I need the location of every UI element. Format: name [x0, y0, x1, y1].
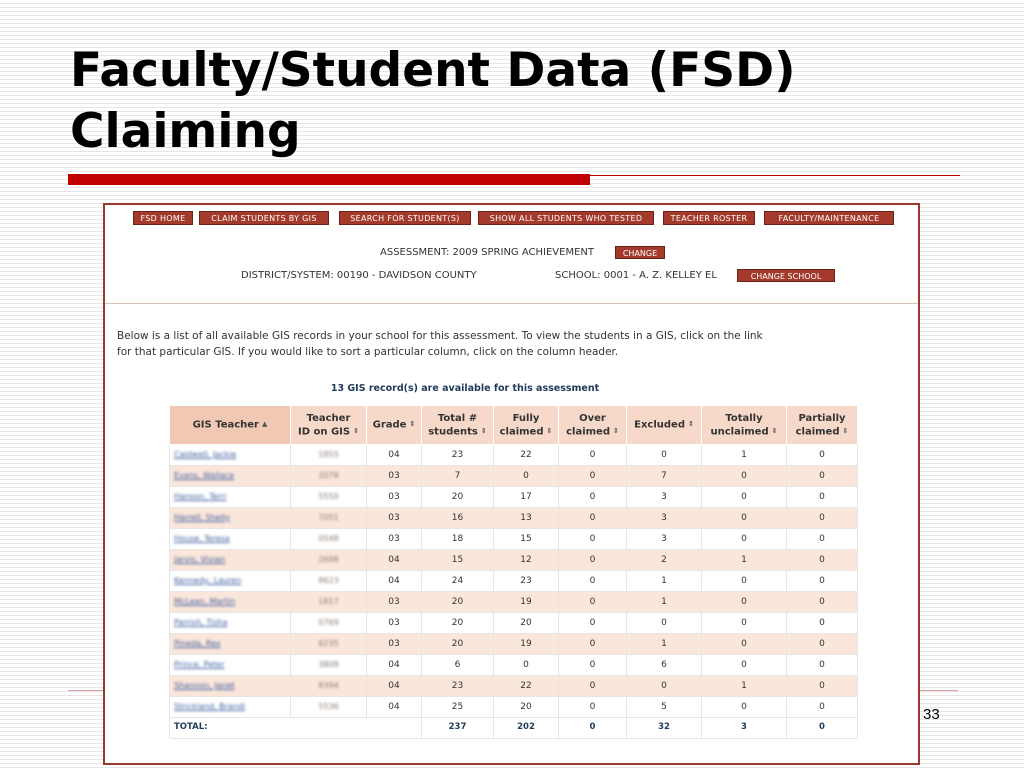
header-divider: [105, 303, 918, 304]
fully-claimed-cell: 0: [494, 466, 559, 487]
school-info: [555, 270, 717, 281]
change-school-button[interactable]: CHANGE SCHOOL: [737, 269, 835, 282]
totals-label: TOTAL:: [170, 718, 422, 739]
nav-search-students-button[interactable]: SEARCH FOR STUDENT(S): [339, 211, 471, 225]
fully-claimed-cell: 12: [494, 550, 559, 571]
excluded-cell: 0: [627, 445, 702, 466]
record-count: 13 GIS record(s) are available for this assessment: [330, 383, 600, 394]
sort-icon: ⇕: [771, 426, 778, 435]
partially-claimed-cell: 0: [787, 571, 858, 592]
total-cell: 23: [422, 676, 494, 697]
totals-over-claimed-cell: 0: [559, 718, 627, 739]
excluded-cell: 1: [627, 634, 702, 655]
total-cell: 20: [422, 487, 494, 508]
table-row: [170, 571, 858, 592]
grade-cell: 04: [367, 676, 422, 697]
over-claimed-cell: 0: [559, 550, 627, 571]
partially-claimed-cell: 0: [787, 634, 858, 655]
partially-claimed-cell: 0: [787, 445, 858, 466]
grade-cell: 04: [367, 445, 422, 466]
excluded-cell: 3: [627, 508, 702, 529]
sort-icon: ⇕: [613, 426, 619, 435]
teacher-link[interactable]: Prince, Peter: [174, 660, 225, 669]
school-label: SCHOOL:: [555, 270, 601, 281]
teacher-id: 7051: [318, 513, 339, 522]
excluded-cell: 1: [627, 571, 702, 592]
column-header-totally-unclaimed[interactable]: Totally unclaimed ⇕: [702, 406, 787, 445]
fully-claimed-cell: 17: [494, 487, 559, 508]
teacher-link[interactable]: Hanson, Terri: [174, 492, 227, 501]
fully-claimed-cell: 0: [494, 655, 559, 676]
table-row: [170, 550, 858, 571]
fully-claimed-cell: 13: [494, 508, 559, 529]
fully-claimed-cell: 22: [494, 676, 559, 697]
total-cell: 18: [422, 529, 494, 550]
unclaimed-cell: 0: [702, 655, 787, 676]
fully-claimed-cell: 22: [494, 445, 559, 466]
slide-title: [70, 40, 970, 162]
table-row: [170, 634, 858, 655]
grade-cell: 03: [367, 508, 422, 529]
teacher-id: 5536: [318, 702, 339, 711]
table-row: [170, 676, 858, 697]
total-cell: 16: [422, 508, 494, 529]
partially-claimed-cell: 0: [787, 508, 858, 529]
grade-cell: 04: [367, 655, 422, 676]
over-claimed-cell: 0: [559, 487, 627, 508]
grade-cell: 03: [367, 592, 422, 613]
totals-excluded-cell: 32: [627, 718, 702, 739]
grade-cell: 04: [367, 550, 422, 571]
total-cell: 24: [422, 571, 494, 592]
unclaimed-cell: 0: [702, 487, 787, 508]
column-header-fully-claimed[interactable]: Fully claimed ⇕: [494, 406, 559, 445]
teacher-id: 6235: [318, 639, 339, 648]
column-header-total-students[interactable]: Total # students ⇕: [422, 406, 494, 445]
unclaimed-cell: 0: [702, 613, 787, 634]
total-cell: 20: [422, 592, 494, 613]
partially-claimed-cell: 0: [787, 592, 858, 613]
assessment-value: 2009 SPRING ACHIEVEMENT: [452, 247, 594, 258]
column-header-gis-teacher[interactable]: GIS Teacher ▲: [170, 406, 291, 445]
teacher-id: 0769: [318, 618, 339, 627]
partially-claimed-cell: 0: [787, 466, 858, 487]
teacher-link[interactable]: Jarvis, Vivian: [174, 555, 226, 564]
table-row: [170, 697, 858, 718]
teacher-link[interactable]: Shannon, Janet: [174, 681, 235, 690]
school-value: 0001 - A. Z. KELLEY EL: [603, 270, 717, 281]
district-label: DISTRICT/SYSTEM:: [241, 270, 334, 281]
unclaimed-cell: 0: [702, 466, 787, 487]
instructions-line-1: Below is a list of all available GIS records in your school for this assessment. To view the students in a GIS, click on the link: [117, 330, 763, 342]
over-claimed-cell: 0: [559, 529, 627, 550]
teacher-id: 0548: [318, 534, 339, 543]
over-claimed-cell: 0: [559, 445, 627, 466]
table-row: [170, 487, 858, 508]
slide-title-line-1: Faculty/Student Data (FSD): [70, 43, 796, 98]
fully-claimed-cell: 23: [494, 571, 559, 592]
unclaimed-cell: 0: [702, 571, 787, 592]
sort-icon: ⇕: [842, 426, 849, 435]
over-claimed-cell: 0: [559, 697, 627, 718]
table-body: [170, 445, 858, 739]
total-cell: 15: [422, 550, 494, 571]
teacher-link[interactable]: Parrish, Tisha: [174, 618, 228, 627]
title-underline-red: [68, 174, 590, 185]
excluded-cell: 0: [627, 676, 702, 697]
table-row: [170, 445, 858, 466]
unclaimed-cell: 1: [702, 445, 787, 466]
teacher-id: 1817: [318, 597, 339, 606]
gis-table: [169, 405, 858, 739]
partially-claimed-cell: 0: [787, 550, 858, 571]
total-cell: 20: [422, 613, 494, 634]
over-claimed-cell: 0: [559, 592, 627, 613]
grade-cell: 03: [367, 487, 422, 508]
teacher-link[interactable]: Harrell, Shelly: [174, 513, 230, 522]
page-number: 33: [923, 706, 940, 723]
teacher-id: 8394: [318, 681, 339, 690]
excluded-cell: 3: [627, 529, 702, 550]
total-cell: 25: [422, 697, 494, 718]
grade-cell: 03: [367, 466, 422, 487]
fsd-screenshot: [103, 203, 920, 765]
nav-show-all-tested-button[interactable]: SHOW ALL STUDENTS WHO TESTED: [478, 211, 654, 225]
excluded-cell: 7: [627, 466, 702, 487]
partially-claimed-cell: 0: [787, 487, 858, 508]
teacher-id: 1855: [318, 450, 339, 459]
table-row: [170, 466, 858, 487]
totals-total-cell: 237: [422, 718, 494, 739]
excluded-cell: 5: [627, 697, 702, 718]
over-claimed-cell: 0: [559, 676, 627, 697]
sort-icon: ⇕: [409, 420, 416, 429]
fully-claimed-cell: 20: [494, 697, 559, 718]
table-header-row: [170, 406, 858, 445]
district-info: [241, 270, 477, 281]
grade-cell: 04: [367, 697, 422, 718]
fully-claimed-cell: 19: [494, 592, 559, 613]
change-assessment-button[interactable]: CHANGE: [615, 246, 665, 259]
instructions-text: [117, 328, 807, 360]
teacher-link[interactable]: McLean, Martin: [174, 597, 236, 606]
total-cell: 7: [422, 466, 494, 487]
nav-fsd-home-button[interactable]: FSD HOME: [133, 211, 193, 225]
over-claimed-cell: 0: [559, 613, 627, 634]
column-header-teacher-id[interactable]: Teacher ID on GIS ⇕: [291, 406, 367, 445]
teacher-id: 3808: [318, 660, 339, 669]
assessment-info: [380, 247, 594, 258]
over-claimed-cell: 0: [559, 466, 627, 487]
teacher-link[interactable]: House, Teresa: [174, 534, 230, 543]
partially-claimed-cell: 0: [787, 697, 858, 718]
nav-claim-students-button[interactable]: CLAIM STUDENTS BY GIS: [199, 211, 329, 225]
teacher-id: 8623: [318, 576, 339, 585]
fully-claimed-cell: 19: [494, 634, 559, 655]
unclaimed-cell: 0: [702, 592, 787, 613]
sort-icon: ⇕: [480, 426, 487, 435]
over-claimed-cell: 0: [559, 655, 627, 676]
teacher-link[interactable]: Kennedy, Lauren: [174, 576, 242, 585]
partially-claimed-cell: 0: [787, 613, 858, 634]
nav-faculty-maintenance-button[interactable]: FACULTY/MAINTENANCE: [764, 211, 894, 225]
totals-partially-claimed-cell: 0: [787, 718, 858, 739]
teacher-id: 2698: [318, 555, 339, 564]
unclaimed-cell: 1: [702, 550, 787, 571]
totals-row: [170, 718, 858, 739]
teacher-id: 2078: [318, 471, 339, 480]
title-underline-thin: [590, 175, 960, 176]
unclaimed-cell: 0: [702, 634, 787, 655]
excluded-cell: 3: [627, 487, 702, 508]
column-header-partially-claimed[interactable]: Partially claimed ⇕: [787, 406, 858, 445]
fully-claimed-cell: 15: [494, 529, 559, 550]
grade-cell: 04: [367, 571, 422, 592]
table-row: [170, 655, 858, 676]
teacher-link[interactable]: Strickland, Brandi: [174, 702, 246, 711]
nav-teacher-roster-button[interactable]: TEACHER ROSTER: [663, 211, 755, 225]
total-cell: 6: [422, 655, 494, 676]
grade-cell: 03: [367, 634, 422, 655]
table-row: [170, 508, 858, 529]
over-claimed-cell: 0: [559, 634, 627, 655]
sort-icon: ⇕: [546, 426, 553, 435]
teacher-link[interactable]: Pineda, Rex: [174, 639, 221, 648]
excluded-cell: 2: [627, 550, 702, 571]
teacher-id: 5550: [318, 492, 339, 501]
unclaimed-cell: 0: [702, 697, 787, 718]
partially-claimed-cell: 0: [787, 676, 858, 697]
column-header-grade[interactable]: Grade ⇕: [367, 406, 422, 445]
column-header-over-claimed[interactable]: Over claimed ⇕: [559, 406, 627, 445]
grade-cell: 03: [367, 529, 422, 550]
fully-claimed-cell: 20: [494, 613, 559, 634]
sort-icon: ⇕: [687, 420, 694, 429]
unclaimed-cell: 1: [702, 676, 787, 697]
totals-unclaimed-cell: 3: [702, 718, 787, 739]
over-claimed-cell: 0: [559, 508, 627, 529]
excluded-cell: 0: [627, 613, 702, 634]
total-cell: 20: [422, 634, 494, 655]
partially-claimed-cell: 0: [787, 529, 858, 550]
unclaimed-cell: 0: [702, 508, 787, 529]
unclaimed-cell: 0: [702, 529, 787, 550]
excluded-cell: 6: [627, 655, 702, 676]
table-row: [170, 592, 858, 613]
district-value: 00190 - DAVIDSON COUNTY: [336, 270, 477, 281]
instructions-line-2: for that particular GIS. If you would like to sort a particular column, click on the column header.: [117, 346, 619, 358]
assessment-label: ASSESSMENT:: [380, 247, 450, 258]
sort-ascending-icon: ▲: [262, 420, 268, 429]
table-row: [170, 613, 858, 634]
column-header-excluded[interactable]: Excluded ⇕: [627, 406, 702, 445]
totals-fully-claimed-cell: 202: [494, 718, 559, 739]
partially-claimed-cell: 0: [787, 655, 858, 676]
excluded-cell: 1: [627, 592, 702, 613]
grade-cell: 03: [367, 613, 422, 634]
teacher-link[interactable]: Evans, Wallace: [174, 471, 234, 480]
over-claimed-cell: 0: [559, 571, 627, 592]
table-row: [170, 529, 858, 550]
teacher-link[interactable]: Caldwell, Jackie: [174, 450, 237, 459]
total-cell: 23: [422, 445, 494, 466]
sort-icon: ⇕: [353, 426, 359, 435]
slide-title-line-2: Claiming: [70, 104, 301, 159]
